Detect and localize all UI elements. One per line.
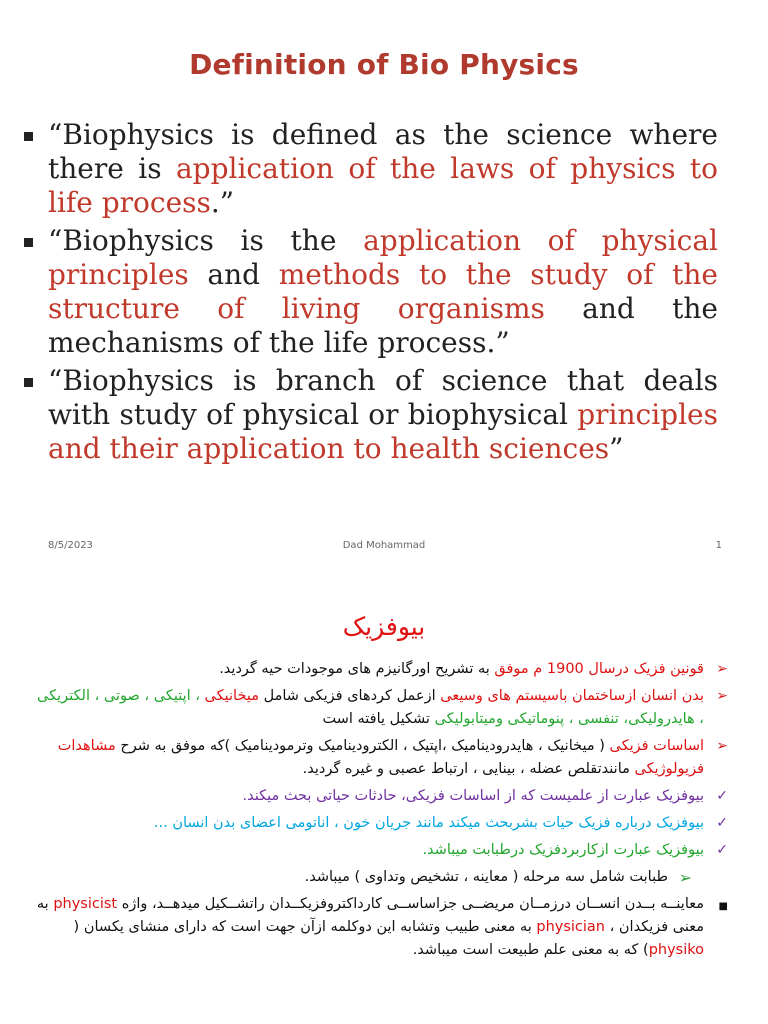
persian-bullet-list bbox=[28, 658, 728, 966]
persian-list-item bbox=[28, 866, 692, 889]
arrow-bullet-icon: ➢ bbox=[716, 688, 728, 704]
definition-list bbox=[22, 118, 718, 470]
persian-text-run: ( میخانیک ، هایدرودینامیک ،اپتیک ، الکترودینامیک وترمودینامیک )که موفق به شرح bbox=[115, 738, 610, 754]
bullet-text: and bbox=[188, 258, 279, 291]
persian-text-run: ازعمل کردهای فزیکی شامل bbox=[258, 688, 441, 704]
footer-author: Dad Mohammad bbox=[342, 540, 426, 551]
persian-text-run: تشکیل یافته است bbox=[322, 711, 435, 727]
persian-text-run: طبابت شامل سه مرحله ( معاینه ، تشخیص وتداوی ) میباشد. bbox=[304, 869, 668, 885]
persian-list-item bbox=[28, 785, 728, 808]
persian-text-run: اساسات فزیکی bbox=[609, 738, 704, 754]
bullet-text: “Biophysics is branch of science that deals with study of physical or biophysical bbox=[48, 364, 718, 431]
persian-text-run: قونین فزیک درسال bbox=[583, 661, 704, 677]
footer-page-number: 1 bbox=[715, 540, 722, 551]
definition-bullet bbox=[22, 224, 718, 360]
persian-text-run: م موفق bbox=[494, 661, 547, 677]
persian-list-item bbox=[28, 893, 728, 962]
persian-text-run: معاینــه بــدن انســان درزمــان مریضــی جزاساســی کارداکتروفزیکــدان راتشــکیل میدهــد، واژه bbox=[117, 896, 704, 912]
persian-list-item bbox=[28, 658, 728, 681]
check-bullet-icon: ✓ bbox=[716, 815, 728, 831]
persian-text-run: به تشریح اورگانیزم های موجودات حیه گردید. bbox=[219, 661, 495, 677]
square-bullet-icon: ■ bbox=[718, 901, 728, 912]
persian-list-item bbox=[28, 685, 728, 731]
bullet-text: ” bbox=[609, 432, 624, 465]
footer-date: 8/5/2023 bbox=[48, 540, 93, 551]
persian-text-run: physician bbox=[536, 919, 605, 935]
persian-text-run: بیوفزیک عبارت ازکاربردفزیک درطبابت میباشد. bbox=[422, 842, 704, 858]
bullet-highlight: methods to the study of the structure of living organisms bbox=[48, 258, 719, 325]
slide-persian bbox=[0, 576, 768, 1024]
persian-text-run: به معنی طبیب وتشابه این دوکلمه ازآن جهت است که دارای منشای یکسان ( bbox=[73, 919, 537, 935]
check-bullet-icon: ✓ bbox=[716, 788, 728, 804]
persian-text-run: میخانیکی bbox=[204, 688, 259, 704]
bullet-text: and the mechanisms of the life process.” bbox=[48, 292, 718, 359]
persian-list-item bbox=[28, 839, 728, 862]
slide-title-persian: بیوفزیک bbox=[342, 612, 426, 641]
definition-bullet bbox=[22, 364, 718, 466]
bullet-highlight: principles and their application to health sciences bbox=[48, 398, 718, 465]
arrow-bullet-icon: ➢ bbox=[716, 661, 728, 677]
slide-title: Definition of Bio Physics bbox=[189, 48, 579, 81]
slide-footer bbox=[0, 540, 768, 560]
bullet-text: “Biophysics is defined as the science where there is bbox=[48, 118, 718, 185]
persian-list-item bbox=[28, 735, 728, 781]
persian-list-item bbox=[28, 812, 728, 835]
bullet-text: .” bbox=[210, 186, 235, 219]
check-bullet-icon: ✓ bbox=[716, 842, 728, 858]
persian-text-run: ) که به معنی علم طبیعت است میباشد. bbox=[412, 942, 649, 958]
persian-text-run: بدن انسان ازساختمان باسیستم های وسیعی bbox=[440, 688, 704, 704]
persian-text-run: بیوفزیک درباره فزیک حیات بشربحث میکند مانند جریان خون ، اناتومی اعضای بدن انسان ... bbox=[153, 815, 704, 831]
definition-bullet bbox=[22, 118, 718, 220]
persian-text-run: بیوفزیک عبارت از علمیست که از اساسات فزیکی، حادثات حیاتی بحث میکند. bbox=[242, 788, 704, 804]
persian-text-run: 1900 bbox=[546, 661, 584, 677]
persian-text-run: مانندتقلص عضله ، بینایی ، ارتباط عصبی و غیره گردید. bbox=[302, 761, 635, 777]
persian-text-run: physiko bbox=[648, 942, 704, 958]
persian-text-run: به معنی فزیکدان ، bbox=[36, 896, 704, 935]
bullet-highlight: application of the laws of physics to life process bbox=[48, 152, 718, 219]
bullet-highlight: application of physical principles bbox=[48, 224, 719, 291]
arrow-bullet-icon: ➢ bbox=[678, 868, 692, 887]
persian-text-run: مشاهدات فزیولوژیکی bbox=[57, 738, 704, 777]
persian-text-run: physicist bbox=[53, 896, 118, 912]
arrow-bullet-icon: ➢ bbox=[716, 738, 728, 754]
persian-text-run: ، اپتیکی ، صوتی ، الکتریکی ، هایدرولیکی، تنفسی ، پنوماتیکی ومیتابولیکی bbox=[37, 688, 704, 727]
bullet-text: “Biophysics is the bbox=[48, 224, 364, 257]
